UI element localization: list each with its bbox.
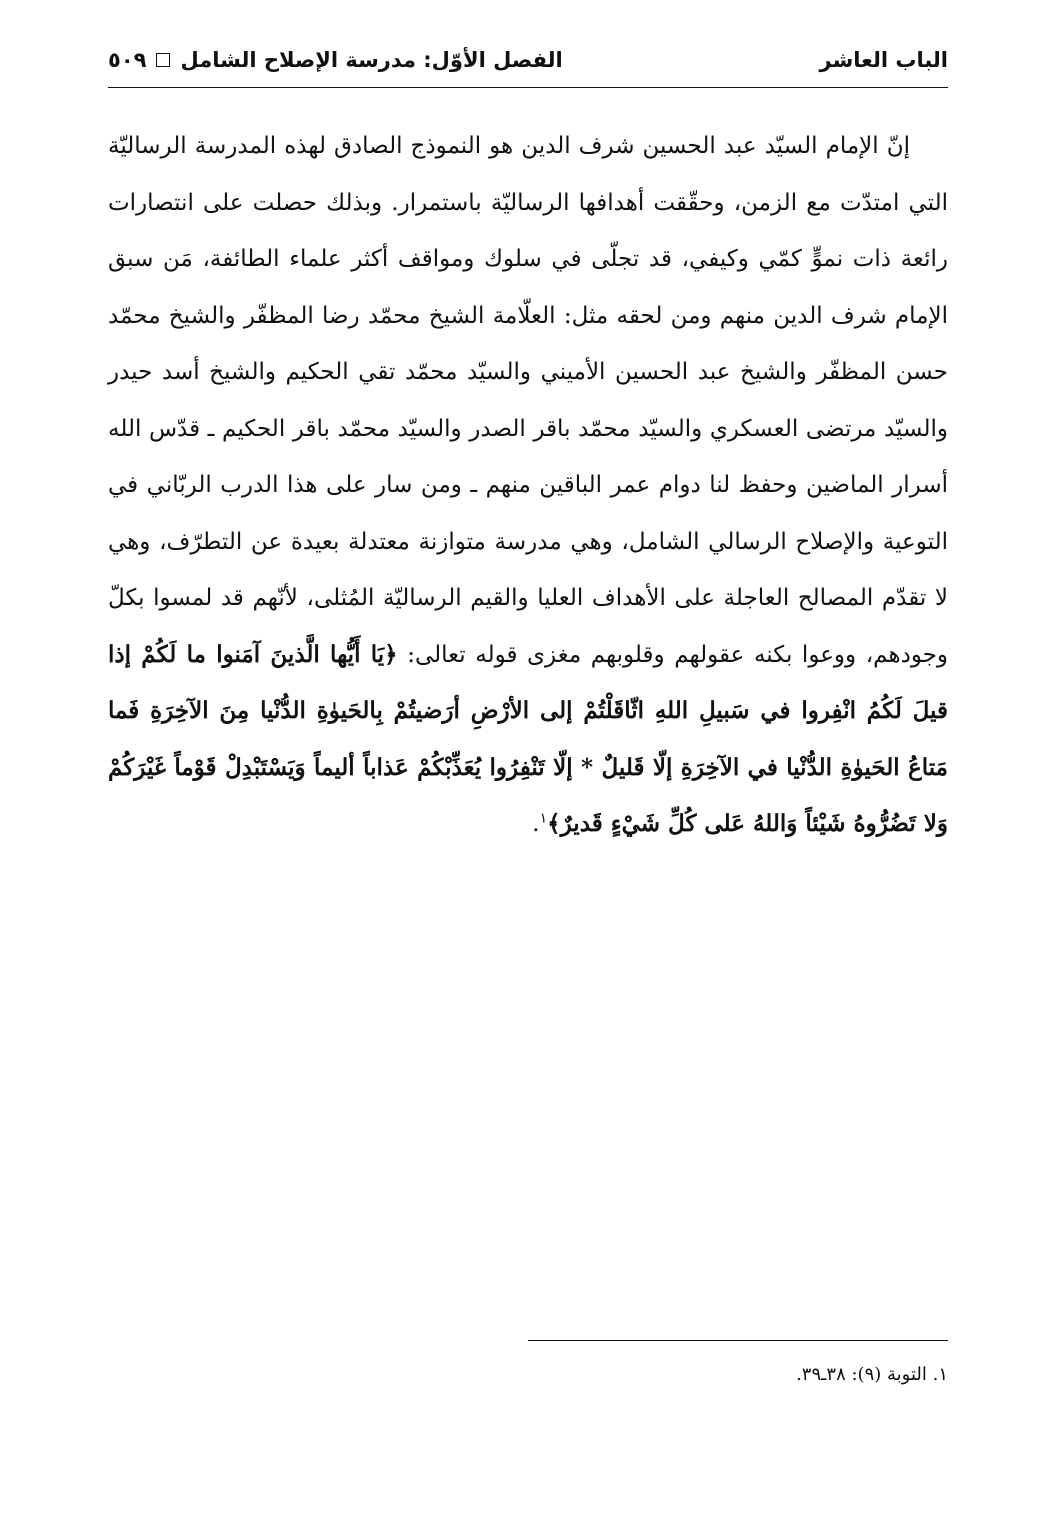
paragraph-text: إنّ الإمام السيّد عبد الحسين شرف الدين هو النموذج الصادق لهذه المدرسة الرساليّة التي امتدّت مع الزمن، وحقّقت أهدافها الرساليّة باستمرار. وبذلك حصلت على انتصارات رائعة ذات نموٍّ كمّي وكيفي، قد تجلّى في سلوك ومواقف أكثر علماء الطائفة، مَن سبق الإمام شرف الدين منهم ومن لحقه مثل: العلّامة الشيخ محمّد رضا المظفّر والشيخ محمّد حسن المظفّر والشيخ عبد الحسين الأميني والسيّد محمّد تقي الحكيم والشيخ أسد حيدر والسيّد مرتضى العسكري والسيّد محمّد باقر الصدر والسيّد محمّد باقر الحكيم ـ قدّس الله أسرار الماضين وحفظ لنا دوام عمر الباقين منهم ـ ومن سار على هذا الدرب الربّاني في التوعية والإصلاح الرسالي الشامل، وهي مدرسة متوازنة معتدلة بعيدة عن التطرّف، وهي لا تقدّم المصالح العاجلة على الأهداف العليا والقيم الرساليّة المُثلى، لأنّهم قد لمسوا بكلّ وجودهم، ووعوا بكنه عقولهم وقلوبهم مغزى قوله تعالى: <box>108 133 949 668</box>
quran-verse: ﴿يَا أَيُّها الَّذينَ آمَنوا ما لَكُمْ إذا قيلَ لَكُمُ انْفِروا في سَبيلِ اللهِ اثّاقَلْتُمْ إلى الأرْضِ أرَضيتُمْ بِالحَيوٰةِ الدُّنْيا مِنَ الآخِرَةِ فَما مَتاعُ الحَيوٰةِ الدُّنْيا في الآخِرَةِ إلّا قَليلٌ * إلّا تَنْفِرُوا يُعَذِّبْكُمْ عَذاباً أليماً وَيَسْتَبْدِلْ قَوْماً غَيْرَكُمْ وَلا تَضُرُّوهُ شَيْئاً وَاللهُ عَلى كُلِّ شَيْءٍ قَديرٌ﴾ <box>108 640 948 837</box>
chapter-title: الباب العاشر <box>819 48 948 72</box>
footnote-rule <box>528 1340 948 1341</box>
page-number: ٥٠٩ <box>108 48 147 72</box>
section-header <box>108 48 563 72</box>
footnote-reference: ١ <box>539 810 548 827</box>
running-header <box>108 40 948 80</box>
square-separator-icon <box>156 53 170 67</box>
body-paragraph <box>108 118 948 853</box>
header-rule <box>108 87 948 88</box>
paragraph-end: . <box>532 811 540 837</box>
section-title: الفصل الأوّل: مدرسة الإصلاح الشامل <box>180 48 563 72</box>
footnote: ١. التوبة (٩): ٣٨ـ٣٩. <box>796 1364 948 1385</box>
